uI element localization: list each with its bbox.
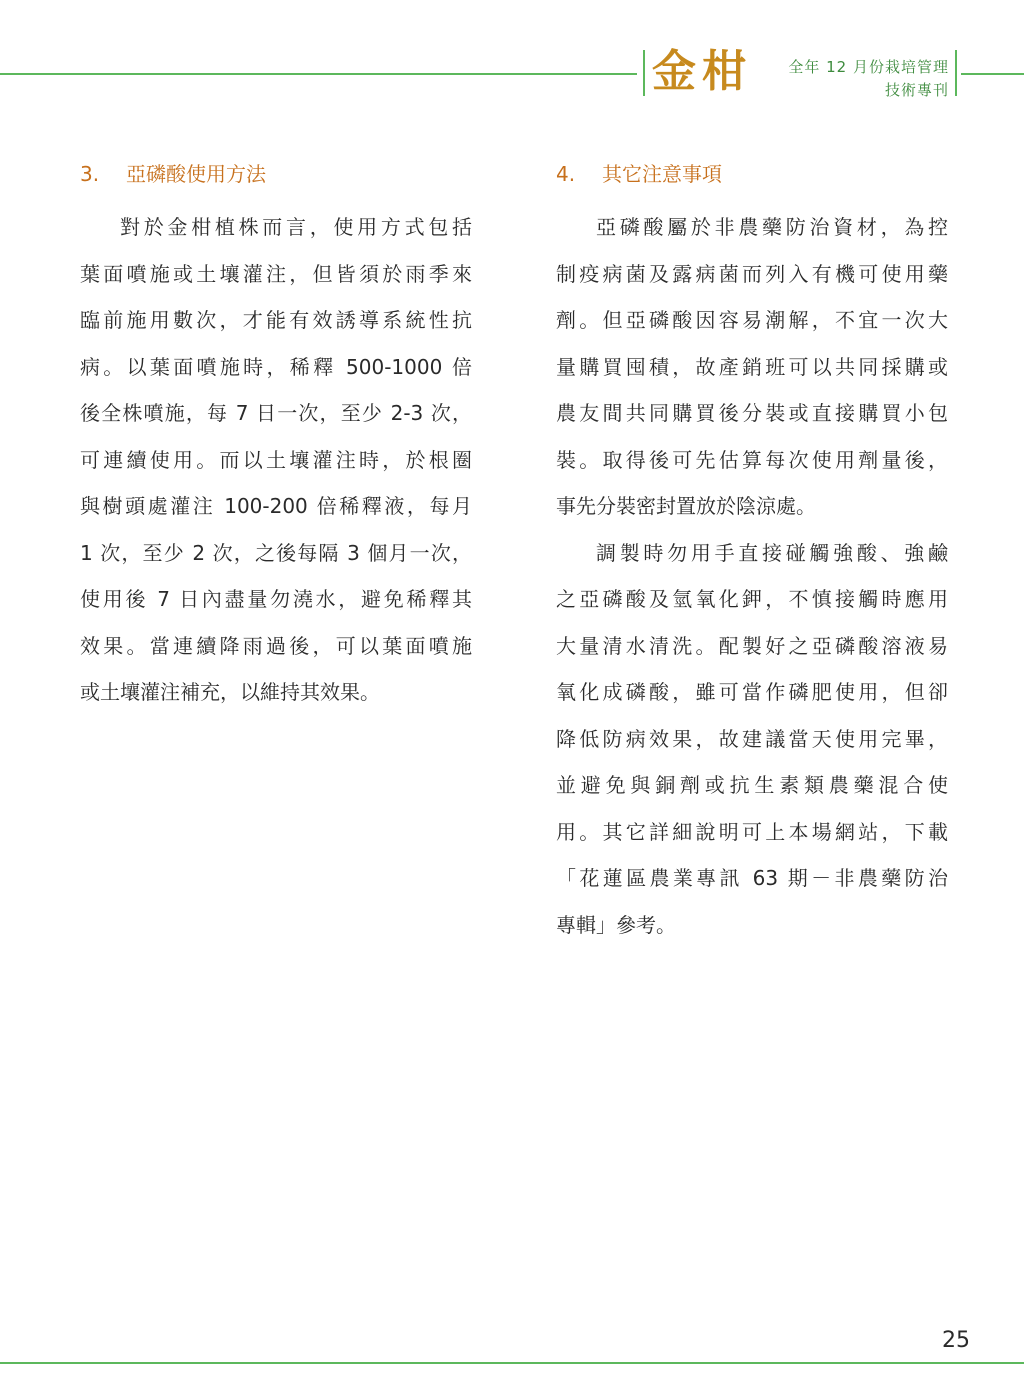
- paragraph-line: 降低防病效果，故建議當天使用完畢，: [556, 726, 948, 751]
- page-number: 25: [942, 1328, 970, 1353]
- header-rule-right: [961, 73, 1024, 75]
- paragraph: [80, 204, 472, 716]
- paragraph-line: 裝。取得後可先估算每次使用劑量後，: [556, 447, 948, 472]
- section-number: 3.: [80, 162, 100, 186]
- paragraph-line: 制疫病菌及露病菌而列入有機可使用藥: [556, 261, 948, 286]
- paragraph-line: 專輯」參考。: [556, 912, 676, 937]
- paragraph-line: 之亞磷酸及氫氧化鉀，不慎接觸時應用: [556, 587, 948, 611]
- paragraph-line: 後全株噴施，每 7 日一次，至少 2-3 次，: [80, 401, 472, 425]
- paragraph-line: 可連續使用。而以土壤灌注時，於根圈: [80, 447, 472, 472]
- paragraph-line: 或土壤灌注補充，以維持其效果。: [80, 680, 380, 704]
- section-title: 亞磷酸使用方法: [126, 162, 266, 186]
- section-number: 4.: [556, 162, 576, 186]
- paragraph-line: 並避免與銅劑或抗生素類農藥混合使: [556, 773, 948, 797]
- paragraph-line: 臨前施用數次，才能有效誘導系統性抗: [80, 308, 472, 332]
- left-column: [80, 156, 472, 716]
- paragraph: [556, 204, 948, 530]
- footer-rule: [0, 1362, 1024, 1364]
- section-body: [556, 204, 948, 948]
- paragraph-line: 使用後 7 日內盡量勿澆水，避免稀釋其: [80, 587, 472, 611]
- paragraph-line: 大量清水清洗。配製好之亞磷酸溶液易: [556, 633, 948, 658]
- paragraph: [556, 530, 948, 949]
- paragraph-line: 事先分裝密封置放於陰涼處。: [556, 494, 816, 518]
- section-heading: [80, 156, 472, 192]
- right-column: [556, 156, 948, 948]
- paragraph-line: 與樹頭處灌注 100-200 倍稀釋液，每月: [80, 494, 472, 518]
- publication-subtitle-line1: 全年 12 月份栽培管理: [788, 58, 949, 76]
- header-divider-right: [955, 50, 957, 96]
- paragraph-line: 農友間共同購買後分裝或直接購買小包: [556, 401, 948, 425]
- paragraph-line: 對於金柑植株而言，使用方式包括: [120, 215, 472, 239]
- paragraph-line: 「花蓮區農業專訊 63 期－非農藥防治: [556, 866, 948, 890]
- paragraph-line: 效果。當連續降雨過後，可以葉面噴施: [80, 633, 472, 658]
- section-heading: [556, 156, 948, 192]
- publication-subtitle-line2: 技術專刊: [884, 81, 949, 99]
- paragraph-line: 用。其它詳細說明可上本場網站，下載: [556, 819, 948, 844]
- paragraph-line: 調製時勿用手直接碰觸強酸、強鹼: [596, 540, 948, 565]
- paragraph-line: 亞磷酸屬於非農藥防治資材，為控: [596, 215, 948, 239]
- header-rule-left: [0, 73, 637, 75]
- paragraph-line: 劑。但亞磷酸因容易潮解，不宜一次大: [556, 308, 948, 332]
- publication-title: 金柑: [652, 46, 752, 97]
- paragraph-line: 葉面噴施或土壤灌注，但皆須於雨季來: [80, 261, 472, 286]
- paragraph-line: 量購買囤積，故產銷班可以共同採購或: [556, 354, 948, 379]
- paragraph-line: 氧化成磷酸，雖可當作磷肥使用，但卻: [556, 680, 948, 704]
- paragraph-line: 1 次，至少 2 次，之後每隔 3 個月一次，: [80, 540, 472, 565]
- section-body: [80, 204, 472, 716]
- section-title: 其它注意事項: [602, 162, 722, 186]
- header-divider-left: [643, 50, 645, 96]
- paragraph-line: 病。以葉面噴施時，稀釋 500-1000 倍: [80, 354, 472, 379]
